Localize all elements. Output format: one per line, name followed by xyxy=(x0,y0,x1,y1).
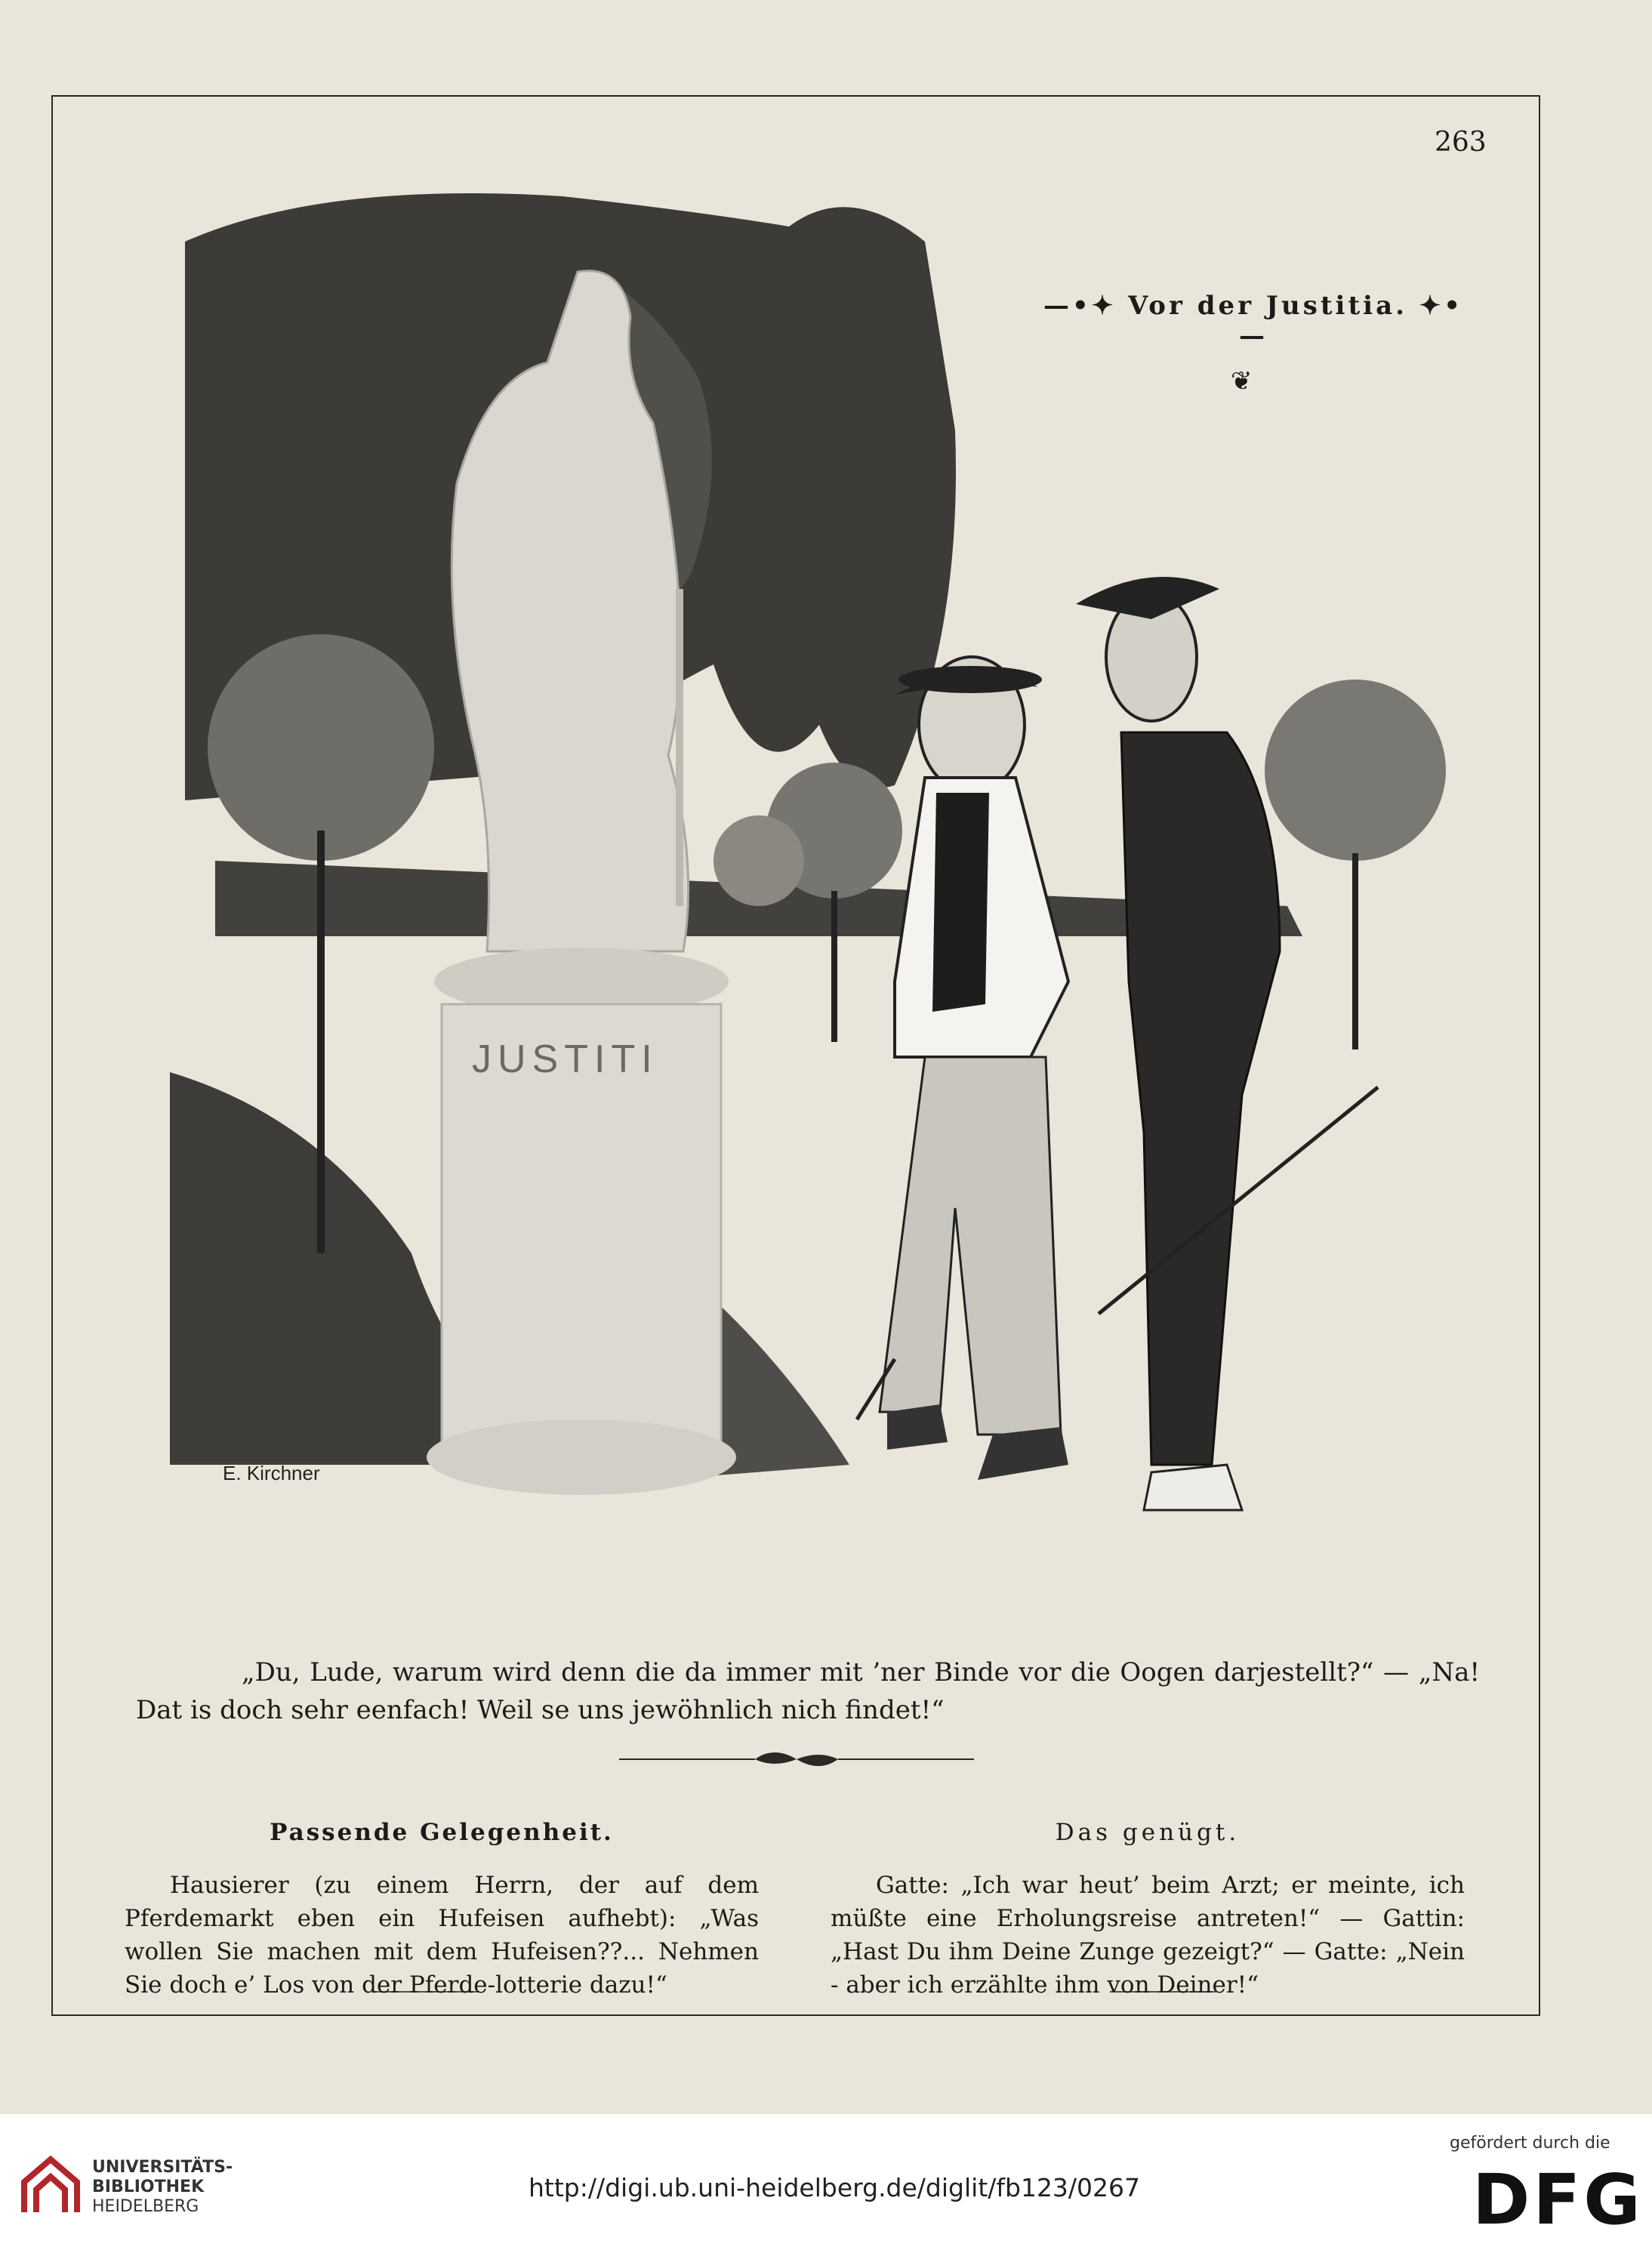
cartoon-title-text: Vor der Justitia. xyxy=(1128,291,1407,321)
footer-bar xyxy=(0,2114,1652,2250)
ub-heidelberg-logo-icon[interactable] xyxy=(17,2152,85,2220)
library-name-line2: BIBLIOTHEK xyxy=(92,2178,205,2196)
dfg-logo[interactable]: DFG xyxy=(1472,2159,1644,2240)
source-url-link[interactable]: http://digi.ub.uni-heidelberg.de/diglit/fb123/0267 xyxy=(529,2173,1141,2202)
column-right xyxy=(831,1816,1465,1999)
column-right-text: Gatte: „Ich war heut’ beim Arzt; er meinte, ich müßte eine Erholungsreise antreten!“ — Gattin: „Hast Du ihm Deine Zunge gezeigt?“ — Gatte: „Nein - aber ich erzählte ihm von Deiner!“ xyxy=(831,1872,1465,1999)
library-name-line1: UNIVERSITÄTS- xyxy=(92,2158,233,2177)
pedestal-inscription: JUSTITI xyxy=(472,1037,658,1081)
ornament-rule-icon xyxy=(619,1744,974,1774)
column-left xyxy=(125,1816,759,1999)
artist-signature: E. Kirchner xyxy=(223,1462,320,1484)
column-left-text: Hausierer (zu einem Herrn, der auf dem Pferdemarkt eben ein Hufeisen aufhebt): „Was wollen Sie machen mit dem Hufeisen??... Nehmen Sie doch e’ Los von der Pferde-lotterie dazu!“ xyxy=(125,1872,759,1999)
title-flourish-icon: ❦ xyxy=(1231,366,1253,396)
library-name[interactable] xyxy=(92,2158,233,2217)
library-name-line3: HEIDELBERG xyxy=(92,2197,199,2216)
column-left-heading: Passende Gelegenheit. xyxy=(270,1819,614,1846)
column-right-heading: Das genügt. xyxy=(1055,1819,1241,1846)
cartoon-illustration xyxy=(170,181,1491,1593)
cartoon-title: —•✦ Vor der Justitia. ✦•— xyxy=(1043,291,1464,351)
funder-label: gefördert durch die xyxy=(1450,2134,1610,2153)
cartoon-caption: „Du, Lude, warum wird denn die da immer mit ’ner Binde vor die Oogen darjestellt?“ — „Na! Dat is doch sehr eenfach! Weil se uns jewöhnlich nich findet!“ xyxy=(136,1657,1480,1725)
page-number: 263 xyxy=(1435,127,1487,158)
